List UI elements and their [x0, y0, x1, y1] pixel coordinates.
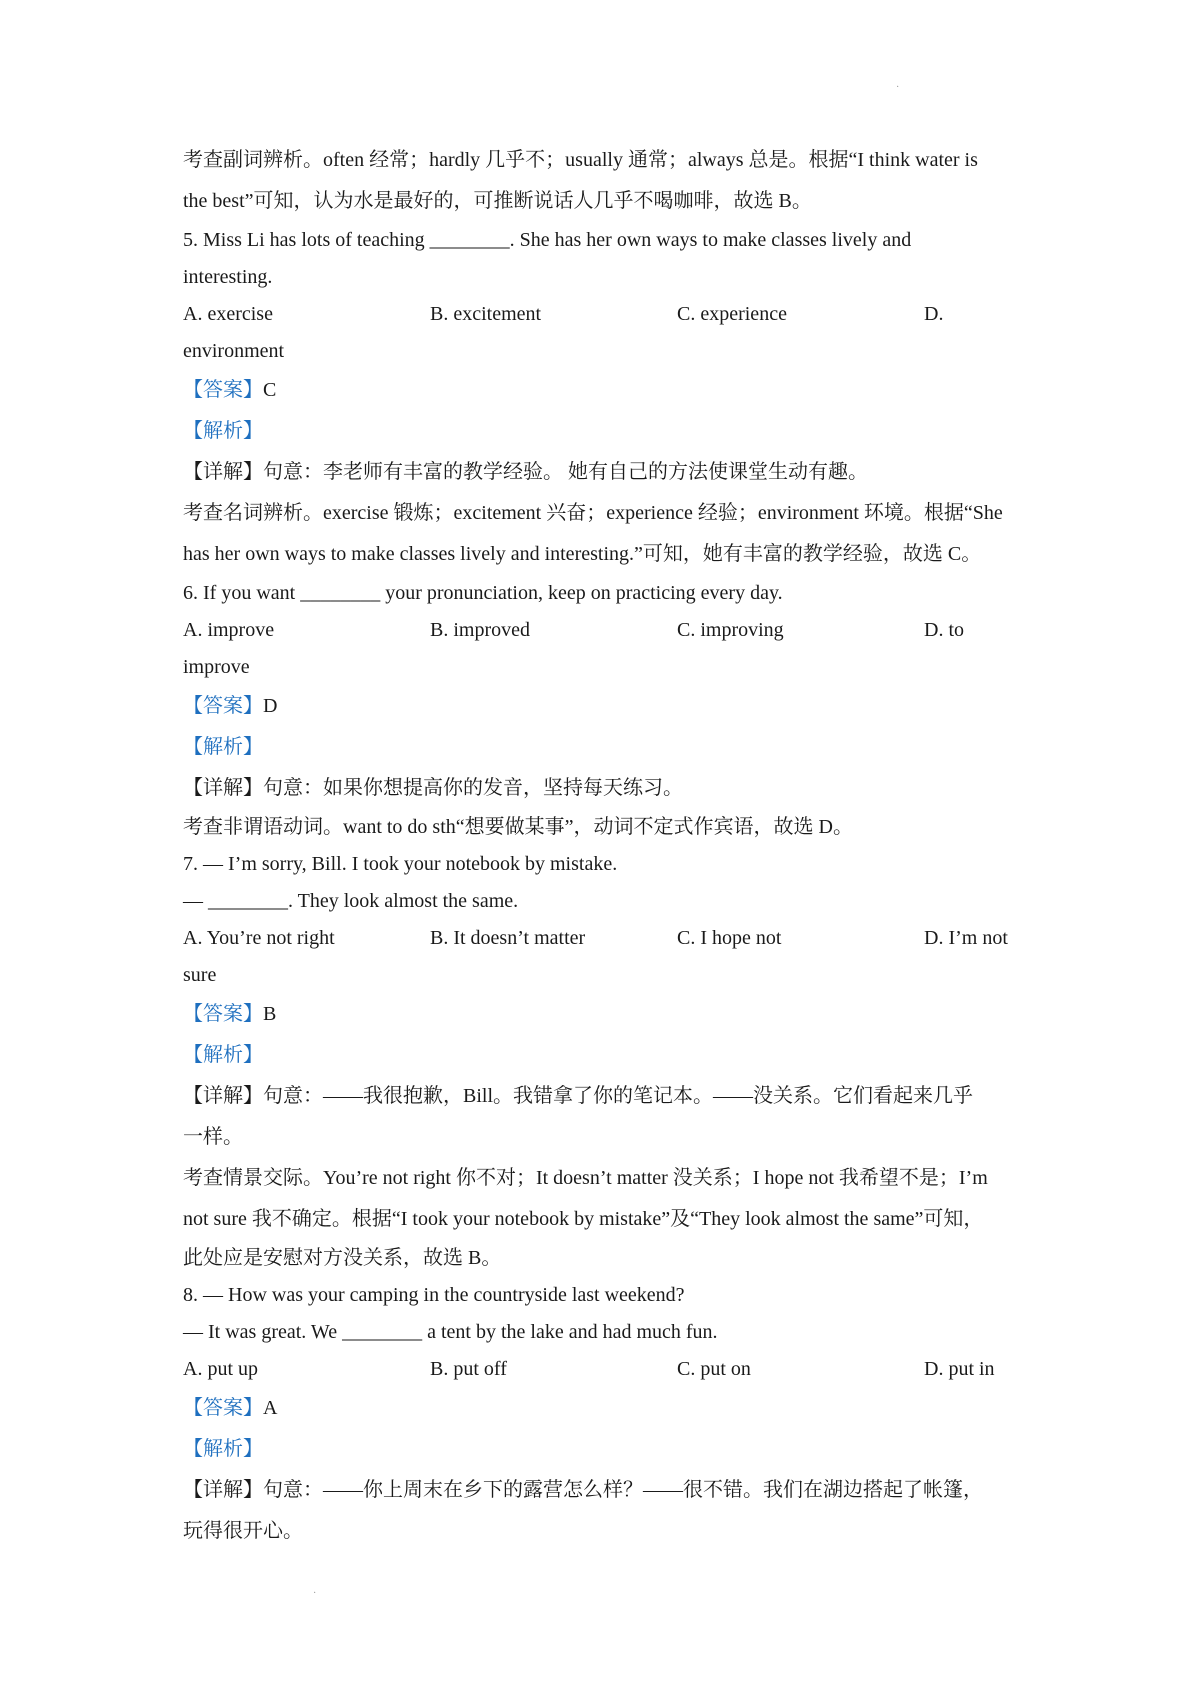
q6-option-d: D. to: [924, 619, 964, 641]
q5-explain-1: 考查名词辨析。exercise 锻炼；excitement 兴奋；experience 经验；environment 环境。根据“She: [183, 502, 1003, 524]
q7-stem-2: — ________. They look almost the same.: [183, 890, 519, 912]
q8-options: [183, 1351, 1028, 1388]
q6-detail: 句意：如果你想提高你的发音，坚持每天练习。: [263, 777, 683, 799]
q5-analysis-line: [183, 411, 1028, 452]
q8-option-d: D. put in: [924, 1358, 995, 1380]
q5-option-d: D.: [924, 303, 944, 325]
q8-detail: 句意：——你上周末在乡下的露营怎么样？——很不错。我们在湖边搭起了帐篷，: [263, 1479, 983, 1501]
q5-detail: 句意：李老师有丰富的教学经验。 她有自己的方法使课堂生动有趣。: [263, 461, 868, 483]
q8-option-a: A. put up: [183, 1358, 258, 1380]
detail-label: 【详解】: [183, 1479, 263, 1501]
q8-answer-line: [183, 1388, 1028, 1429]
q6-stem-1: 6. If you want ________ your pronunciation, keep on practicing every day.: [183, 582, 783, 604]
q5-options: [183, 296, 1028, 333]
answer-label: 【答案】: [183, 379, 263, 401]
q6-answer-line: [183, 686, 1028, 727]
q5-option-a: A. exercise: [183, 303, 273, 325]
q5-stem-1: 5. Miss Li has lots of teaching ________. She has her own ways to make classes lively and: [183, 229, 912, 251]
detail-label: 【详解】: [183, 777, 263, 799]
q7-detail-line-2: 一样。: [183, 1126, 243, 1148]
q6-options: [183, 612, 1028, 649]
q7-option-b: B. It doesn’t matter: [430, 927, 586, 949]
q5-option-c: C. experience: [677, 303, 787, 325]
q6-option-b: B. improved: [430, 619, 530, 641]
intro-line-2: the best”可知，认为水是最好的，可推断说话人几乎不喝咖啡，故选 B。: [183, 190, 812, 212]
q8-option-b: B. put off: [430, 1358, 507, 1380]
q6-option-wrap: improve: [183, 656, 250, 678]
q8-analysis-line: [183, 1429, 1028, 1470]
q7-option-c: C. I hope not: [677, 927, 782, 949]
q7-explain-1: 考查情景交际。You’re not right 你不对；It doesn’t matter 没关系；I hope not 我希望不是；I’m: [183, 1167, 988, 1189]
q7-explain-2: not sure 我不确定。根据“I took your notebook by mistake”及“They look almost the same”可知，: [183, 1208, 984, 1230]
q8-detail-line-2: 玩得很开心。: [183, 1520, 303, 1542]
analysis-label: 【解析】: [183, 420, 263, 442]
q7-option-a: A. You’re not right: [183, 927, 335, 949]
q7-stem-1: 7. — I’m sorry, Bill. I took your notebook by mistake.: [183, 853, 618, 875]
q5-option-wrap: environment: [183, 340, 285, 362]
q7-detail-line: [183, 1076, 1028, 1117]
scan-dot-top: ·: [896, 82, 900, 93]
q6-answer: D: [263, 695, 278, 717]
answer-label: 【答案】: [183, 695, 263, 717]
q7-option-d: D. I’m not: [924, 927, 1008, 949]
q7-option-wrap: sure: [183, 964, 217, 986]
q7-analysis-line: [183, 1035, 1028, 1076]
q6-detail-line: [183, 768, 1028, 809]
analysis-label: 【解析】: [183, 1044, 263, 1066]
analysis-label: 【解析】: [183, 736, 263, 758]
q8-stem-2: — It was great. We ________ a tent by the lake and had much fun.: [183, 1321, 718, 1343]
scan-dot-bottom: ·: [313, 1588, 317, 1599]
answer-label: 【答案】: [183, 1003, 263, 1025]
q7-detail: 句意：——我很抱歉，Bill。我错拿了你的笔记本。——没关系。它们看起来几乎: [263, 1085, 974, 1107]
answer-label: 【答案】: [183, 1397, 263, 1419]
detail-label: 【详解】: [183, 461, 263, 483]
q6-option-c: C. improving: [677, 619, 784, 641]
detail-label: 【详解】: [183, 1085, 263, 1107]
q8-answer: A: [263, 1397, 278, 1419]
q5-explain-2: has her own ways to make classes lively and interesting.”可知，她有丰富的教学经验，故选 C。: [183, 543, 982, 565]
q5-detail-line: [183, 452, 1028, 493]
document-page: [183, 140, 1028, 1552]
q6-analysis-line: [183, 727, 1028, 768]
intro-line-1: 考查副词辨析。often 经常；hardly 几乎不；usually 通常；always 总是。根据“I think water is: [183, 149, 978, 171]
q5-answer: C: [263, 379, 277, 401]
q6-option-a: A. improve: [183, 619, 275, 641]
q8-option-c: C. put on: [677, 1358, 751, 1380]
analysis-label: 【解析】: [183, 1438, 263, 1460]
q7-explain-3: 此处应是安慰对方没关系，故选 B。: [183, 1247, 502, 1269]
q8-stem-1: 8. — How was your camping in the countryside last weekend?: [183, 1284, 685, 1306]
q7-answer: B: [263, 1003, 277, 1025]
q7-answer-line: [183, 994, 1028, 1035]
q6-explain-1: 考查非谓语动词。want to do sth“想要做某事”，动词不定式作宾语，故选 D。: [183, 816, 853, 838]
q8-detail-line: [183, 1470, 1028, 1511]
q7-options: [183, 920, 1028, 957]
q5-stem-2: interesting.: [183, 266, 273, 288]
q5-answer-line: [183, 370, 1028, 411]
q5-option-b: B. excitement: [430, 303, 542, 325]
